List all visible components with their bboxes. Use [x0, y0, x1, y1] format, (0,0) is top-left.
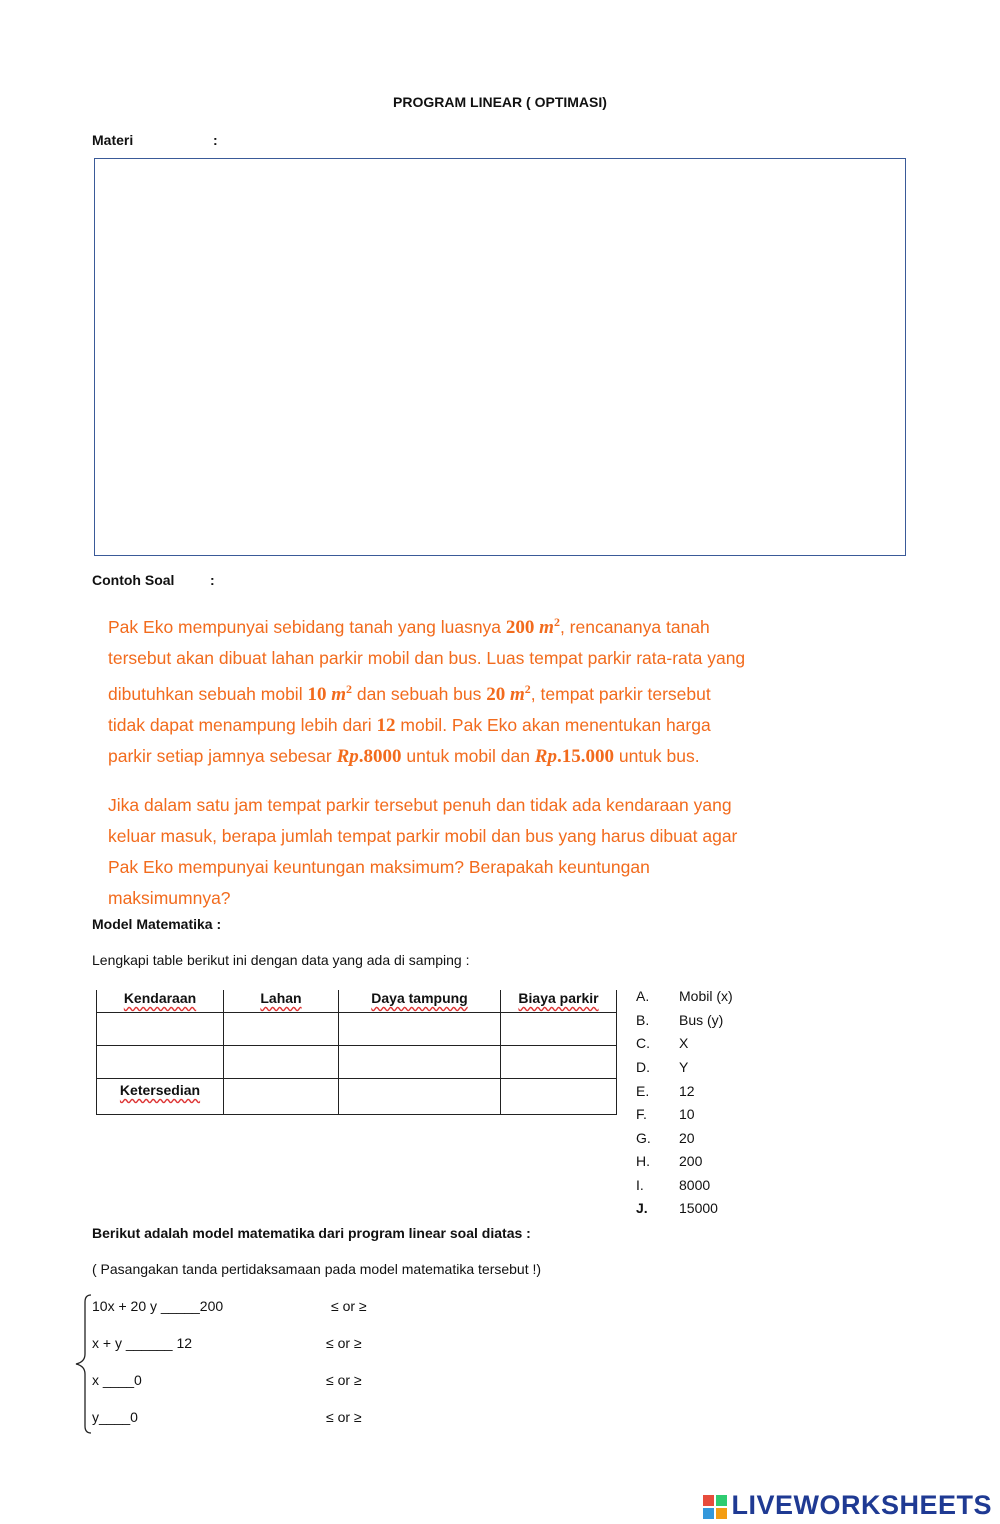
problem-line: maksimumnya?	[108, 887, 231, 908]
option-item[interactable]: G. 20	[636, 1130, 695, 1146]
option-item[interactable]: D. Y	[636, 1059, 689, 1075]
inequality-choice[interactable]: ≤ or ≥	[326, 1372, 362, 1388]
problem-line: Pak Eko mempunyai keuntungan maksimum? Berapakah keuntungan	[108, 856, 650, 877]
option-item[interactable]: F. 10	[636, 1106, 695, 1122]
header-daya-tampung: Daya tampung	[339, 990, 501, 1013]
problem-line: keluar masuk, berapa jumlah tempat parkir mobil dan bus yang harus dibuat agar	[108, 825, 738, 846]
table-instruction: Lengkapi table berikut ini dengan data yang ada di samping :	[92, 952, 470, 968]
problem-line: tersebut akan dibuat lahan parkir mobil dan bus. Luas tempat parkir rata-rata yang	[108, 647, 746, 668]
system-brace-icon	[74, 1294, 94, 1434]
option-item[interactable]: B. Bus (y)	[636, 1012, 724, 1028]
problem-line: Jika dalam satu jam tempat parkir tersebut penuh dan tidak ada kendaraan yang	[108, 794, 732, 815]
table-drop-cell[interactable]	[339, 1079, 501, 1115]
table-drop-cell[interactable]	[501, 1013, 617, 1046]
materi-answer-box[interactable]	[94, 158, 906, 556]
row-label-ketersediaan: Ketersedian	[97, 1079, 224, 1115]
page-title: PROGRAM LINEAR ( OPTIMASI)	[393, 94, 607, 110]
table-header-row	[97, 990, 617, 1013]
header-kendaraan: Kendaraan	[97, 990, 224, 1013]
table-drop-cell[interactable]	[501, 1046, 617, 1079]
inequality-choice[interactable]: ≤ or ≥	[326, 1409, 362, 1425]
problem-line: Pak Eko mempunyai sebidang tanah yang luasnya 200 $m^2$, rencananya tanah	[108, 615, 710, 638]
option-item[interactable]: C. X	[636, 1035, 689, 1051]
problem-line: tidak dapat menampung lebih dari 12 mobil. Pak Eko akan menentukan harga	[108, 714, 711, 736]
materi-label: Materi	[92, 132, 134, 148]
option-item[interactable]: H. 200	[636, 1153, 703, 1169]
inequality-line[interactable]: x + y ______ 12	[92, 1335, 193, 1351]
problem-line: dibutuhkan sebuah mobil 10 $m^2$ dan sebuah bus 20 $m^2$, tempat parkir tersebut	[108, 681, 711, 705]
table-drop-cell[interactable]	[339, 1046, 501, 1079]
header-lahan: Lahan	[224, 990, 339, 1013]
table-drop-cell[interactable]	[97, 1046, 224, 1079]
model-label: Model Matematika :	[92, 916, 222, 932]
model-math-heading: Berikut adalah model matematika dari program linear soal diatas :	[92, 1225, 531, 1241]
option-item[interactable]: A. Mobil (x)	[636, 988, 733, 1004]
table-drop-cell[interactable]	[224, 1079, 339, 1115]
table-row	[97, 1046, 617, 1079]
inequality-choice[interactable]: ≤ or ≥	[331, 1298, 367, 1314]
data-table	[96, 990, 617, 1115]
option-item[interactable]: E. 12	[636, 1083, 695, 1099]
table-drop-cell[interactable]	[501, 1079, 617, 1115]
problem-line: parkir setiap jamnya sebesar Rp.8000 untuk mobil dan Rp.15.000 untuk bus.	[108, 745, 700, 767]
materi-colon: :	[213, 132, 218, 148]
header-biaya-parkir: Biaya parkir	[501, 990, 617, 1013]
table-row	[97, 1079, 617, 1115]
table-row	[97, 1013, 617, 1046]
contoh-soal-colon: :	[210, 572, 215, 588]
table-drop-cell[interactable]	[224, 1046, 339, 1079]
inequality-line[interactable]: x ____0	[92, 1372, 142, 1388]
inequality-line[interactable]: y____0	[92, 1409, 138, 1425]
table-drop-cell[interactable]	[97, 1013, 224, 1046]
liveworksheets-logo: LIVEWORKSHEETS	[703, 1490, 992, 1521]
option-item[interactable]: J. 15000	[636, 1200, 718, 1216]
liveworksheets-logo-icon	[703, 1495, 727, 1519]
model-math-instruction: ( Pasangakan tanda pertidaksamaan pada model matematika tersebut !)	[92, 1261, 542, 1277]
problem-text	[108, 607, 848, 914]
table-drop-cell[interactable]	[224, 1013, 339, 1046]
inequality-line[interactable]: 10x + 20 y _____200	[92, 1298, 224, 1314]
contoh-soal-label: Contoh Soal	[92, 572, 175, 588]
option-item[interactable]: I. 8000	[636, 1177, 711, 1193]
inequality-choice[interactable]: ≤ or ≥	[326, 1335, 362, 1351]
table-drop-cell[interactable]	[339, 1013, 501, 1046]
